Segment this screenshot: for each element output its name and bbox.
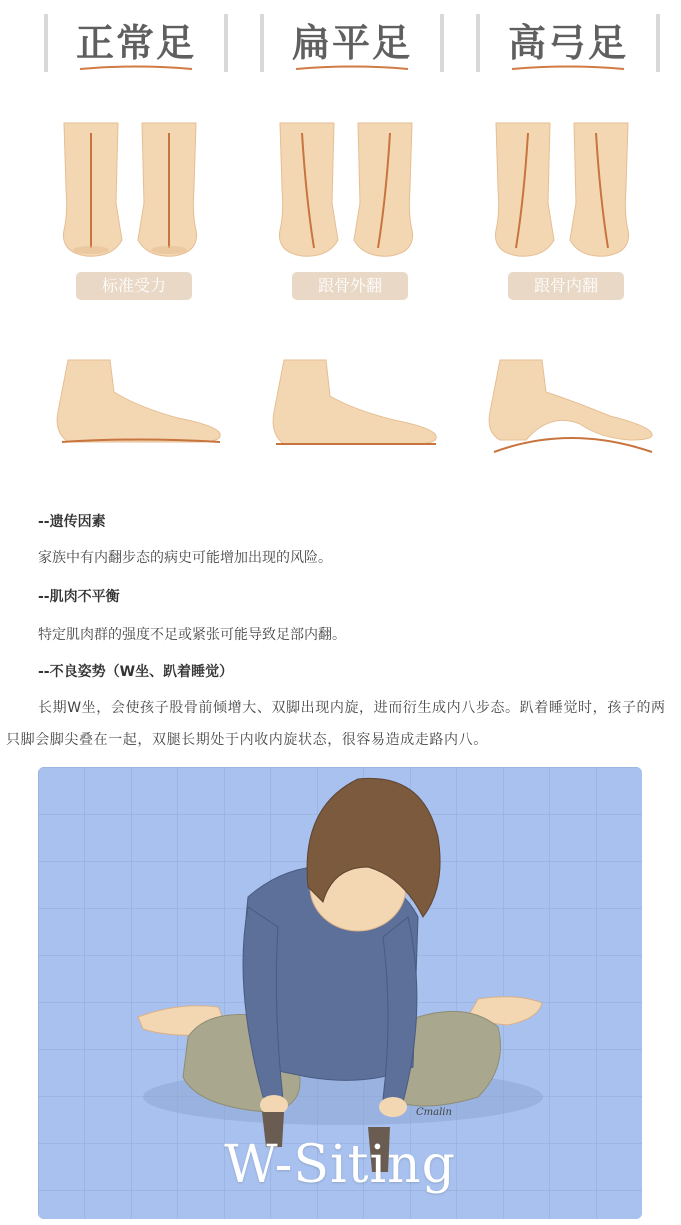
foot-types-figure [0,0,681,480]
section-text-posture: 长期W坐，会使孩子股骨前倾增大、双脚出现内旋，进而衍生成内八步态。趴着睡觉时，孩子的两只脚会脚尖叠在一起，双腿长期处于内收内旋状态，很容易造成走路内八。 [6,700,666,748]
title-underline [510,64,626,72]
side-foot-illustration-flat [264,352,454,462]
foot-type-label: 跟骨内翻 [508,272,624,300]
illustration-caption: W-Siting [224,1135,456,1195]
foot-type-title-frame [36,6,236,72]
foot-type-title-frame [468,6,668,72]
title-underline [78,64,194,72]
foot-type-title: 扁平足 [291,21,412,65]
section-heading-posture: --不良姿势（W坐、趴着睡觉） [38,664,234,680]
rear-leg-illustration-normal [46,118,226,268]
foot-type-high-arch [468,0,668,480]
foot-type-flat [252,0,452,480]
foot-type-normal [36,0,236,480]
side-foot-illustration-high-arch [480,352,670,462]
foot-type-label: 标准受力 [76,272,192,300]
section-heading-genetic: --遗传因素 [38,514,106,530]
side-foot-illustration-normal [48,352,238,462]
rear-leg-illustration-high-arch [478,118,658,268]
rear-leg-illustration-flat [262,118,442,268]
foot-type-label: 跟骨外翻 [292,272,408,300]
w-sitting-illustration [38,767,642,1219]
artist-signature: Cmalin [416,1107,452,1118]
section-heading-muscle: --肌肉不平衡 [38,589,120,605]
section-text-genetic: 家族中有内翻步态的病史可能增加出现的风险。 [38,550,332,566]
foot-type-title: 正常足 [75,21,196,65]
foot-type-title-frame [252,6,452,72]
section-text-muscle: 特定肌肉群的强度不足或紧张可能导致足部内翻。 [38,627,346,643]
title-underline [294,64,410,72]
foot-type-title: 高弓足 [507,21,628,65]
